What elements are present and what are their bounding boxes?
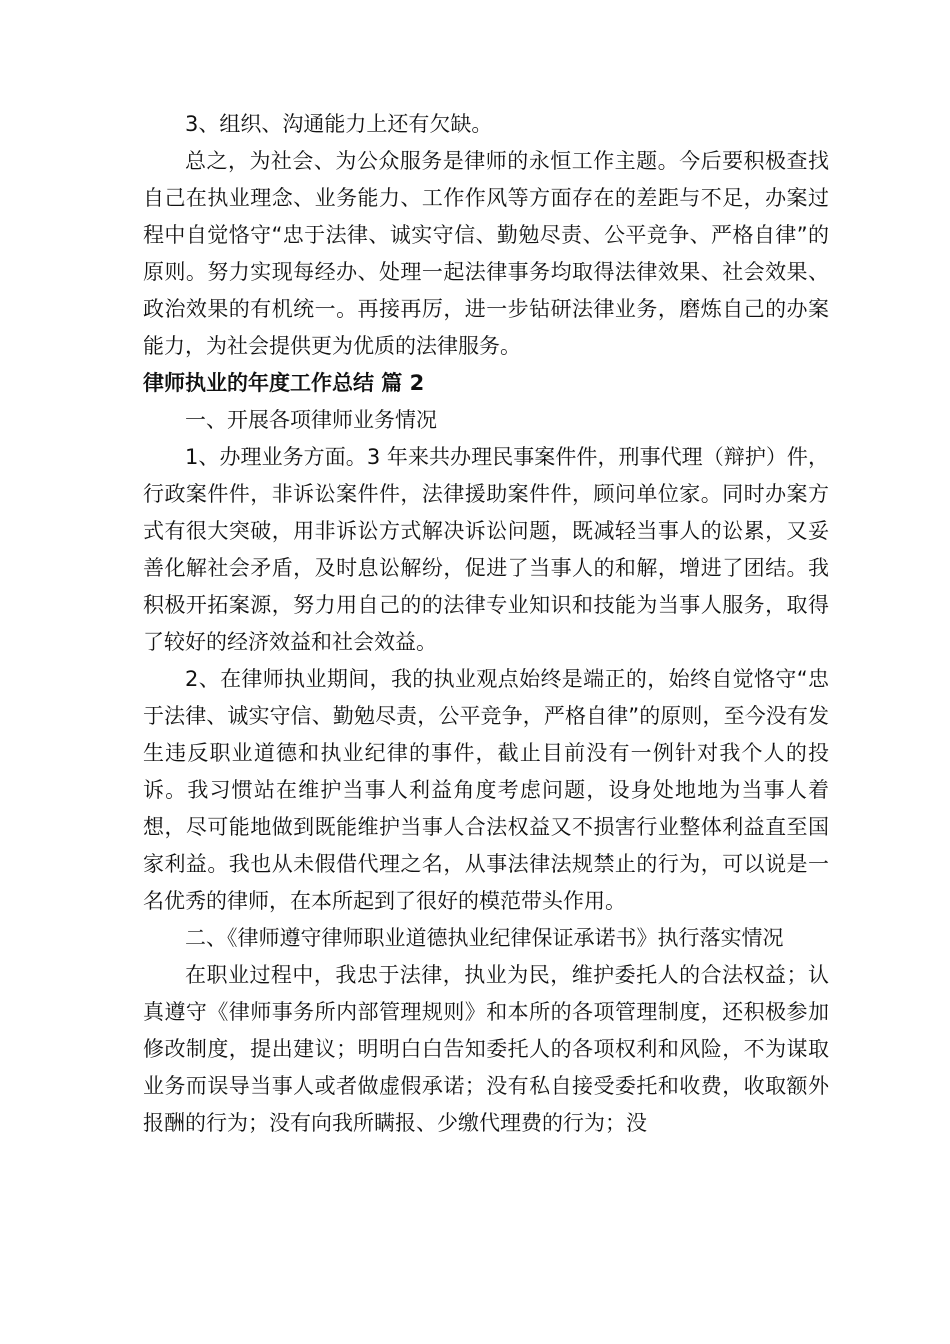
paragraph-1: 3、组织、沟通能力上还有欠缺。 [185,112,493,136]
paragraph-6: 二、《律师遵守律师职业道德执业纪律保证承诺书》执行落实情况 [185,926,784,950]
paragraph-2: 总之，为社会、为公众服务是律师的永恒工作主题。今后要积极查找自己在执业理念、业务能力、工作作风等方面存在的差距与不足，办案过程中自觉恪守“忠于法律、诚实守信、勤勉尽责、公平竞争、严格自律”的原则。努力实现每经办、处理一起法律事务均取得法律效果、社会效果、政治效果的有机统一。再接再厉，进一步钻研法律业务，磨炼自己的办案能力，为社会提供更为优质的法律服务。 [143,149,829,358]
paragraph-4: 1、办理业务方面。3 年来共办理民事案件件，刑事代理（辩护）件，行政案件件，非诉讼案件件，法律援助案件件，顾问单位家。同时办案方式有很大突破，用非诉讼方式解决诉讼问题，既减轻当事人的讼累，又妥善化解社会矛盾，及时息讼解纷，促进了当事人的和解，增进了团结。我积极开拓案源，努力用自己的的法律专业知识和技能为当事人服务，取得了较好的经济效益和社会效益。 [143,445,829,654]
section-heading: 律师执业的年度工作总结 篇 2 [143,371,425,395]
document-page [143,106,829,1142]
paragraph-5: 2、在律师执业期间，我的执业观点始终是端正的，始终自觉恪守“忠于法律、诚实守信、勤勉尽责，公平竞争，严格自律”的原则，至今没有发生违反职业道德和执业纪律的事件，截止目前没有一例针对我个人的投诉。我习惯站在维护当事人利益角度考虑问题，设身处地地为当事人着想，尽可能地做到既能维护当事人合法权益又不损害行业整体利益直至国家利益。我也从未假借代理之名，从事法律法规禁止的行为，可以说是一名优秀的律师，在本所起到了很好的模范带头作用。 [143,667,829,913]
paragraph-3: 一、开展各项律师业务情况 [185,408,437,432]
paragraph-7: 在职业过程中，我忠于法律，执业为民，维护委托人的合法权益；认真遵守《律师事务所内部管理规则》和本所的各项管理制度，还积极参加修改制度，提出建议；明明白白告知委托人的各项权利和风险，不为谋取业务而误导当事人或者做虚假承诺；没有私自接受委托和收费，收取额外报酬的行为；没有向我所瞒报、少缴代理费的行为；没 [143,963,829,1135]
